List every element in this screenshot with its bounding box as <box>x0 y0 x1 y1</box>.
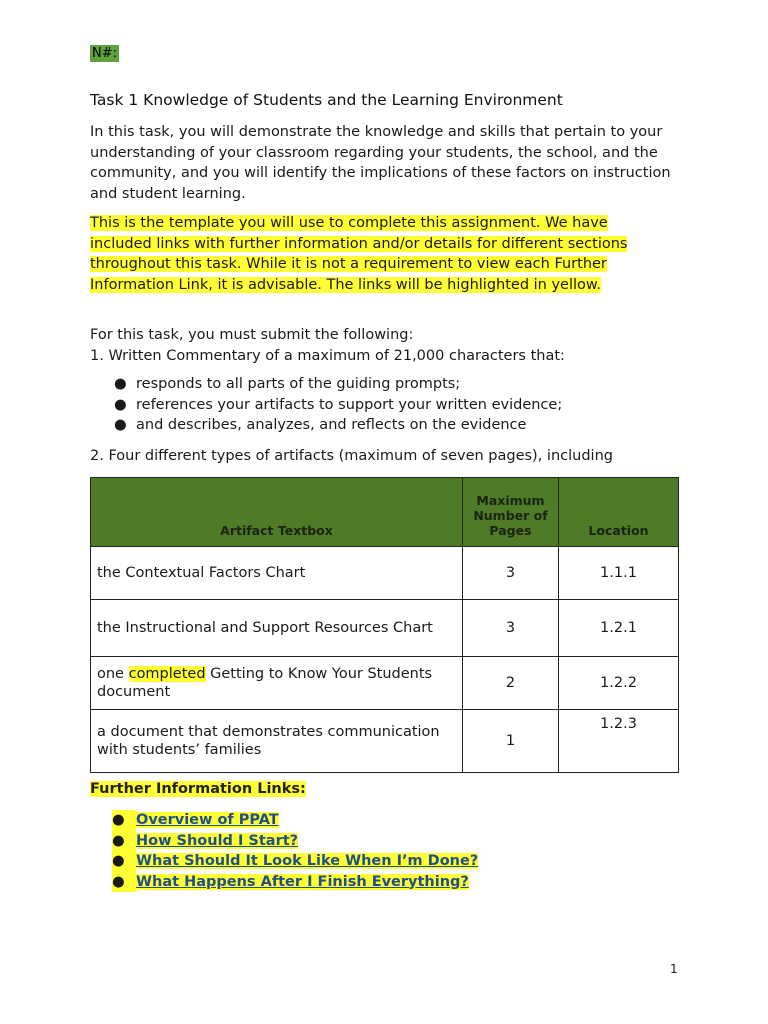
pages-cell: 2 <box>463 657 559 710</box>
bullet-icon: ● <box>114 396 127 413</box>
table-header-row <box>91 478 679 547</box>
notice-line-1: This is the template you will use to complete this assignment. We have <box>90 215 608 231</box>
notice-line-2: included links with further information and/or details for different sections <box>90 235 628 252</box>
header-artifact: Artifact Textbox <box>91 478 463 547</box>
bullet-icon: ● <box>112 851 136 872</box>
submit-line-1: For this task, you must submit the following: <box>90 327 414 343</box>
further-info-links <box>112 810 478 892</box>
header-max-pages: Maximum Number of Pages <box>463 478 559 547</box>
location-cell: 1.2.1 <box>559 600 679 657</box>
table-row <box>91 657 679 710</box>
artifact-cell: one completed Getting to Know Your Students document <box>91 657 463 710</box>
bullet-icon: ● <box>114 376 127 392</box>
list-item <box>112 831 478 852</box>
link-how-start[interactable]: How Should I Start? <box>136 832 299 849</box>
commentary-requirements <box>112 374 562 436</box>
link-overview-ppat[interactable]: Overview of PPAT <box>136 812 279 828</box>
list-item: ● references your artifacts to support your written evidence; <box>112 395 562 416</box>
location-cell: 1.2.2 <box>559 657 679 710</box>
artifact-cell: the Contextual Factors Chart <box>91 547 463 600</box>
notice-line-4: Information Link, it is advisable. The links will be highlighted in yellow. <box>90 276 602 293</box>
bullet-icon: ● <box>112 831 136 852</box>
link-after-finish[interactable]: What Happens After I Finish Everything? <box>136 873 469 890</box>
highlighted-word: completed <box>128 666 206 682</box>
further-info-title: Further Information Links: <box>90 781 306 797</box>
bullet-icon: ● <box>114 417 127 433</box>
list-item <box>112 810 478 831</box>
artifact-cell: a document that demonstrates communication with students’ families <box>91 710 463 773</box>
location-cell: 1.1.1 <box>559 547 679 600</box>
n-number-label: N#: <box>92 46 117 61</box>
pages-cell: 1 <box>463 710 559 773</box>
artifacts-table <box>90 477 679 773</box>
header-location: Location <box>559 478 679 547</box>
page-number: 1 <box>670 962 678 976</box>
page-title: Task 1 Knowledge of Students and the Learning Environment <box>90 91 563 109</box>
submit-instructions <box>90 325 690 366</box>
link-look-like-done[interactable]: What Should It Look Like When I’m Done? <box>136 853 479 869</box>
table-row <box>91 600 679 657</box>
table-row <box>91 710 679 773</box>
submit-line-2: 1. Written Commentary of a maximum of 21,000 characters that: <box>90 347 565 364</box>
location-cell: 1.2.3 <box>559 710 679 773</box>
bullet-icon: ● <box>112 872 136 893</box>
list-item: ● responds to all parts of the guiding prompts; <box>112 374 562 395</box>
table-row <box>91 547 679 600</box>
artifacts-line: 2. Four different types of artifacts (maximum of seven pages), including <box>90 448 613 464</box>
notice-line-3: throughout this task. While it is not a requirement to view each Further <box>90 256 607 272</box>
list-item <box>112 872 478 893</box>
artifact-cell: the Instructional and Support Resources Chart <box>91 600 463 657</box>
pages-cell: 3 <box>463 547 559 600</box>
pages-cell: 3 <box>463 600 559 657</box>
list-item: ● and describes, analyzes, and reflects on the evidence <box>112 415 562 436</box>
list-item <box>112 851 478 872</box>
template-notice <box>90 213 690 295</box>
intro-paragraph: In this task, you will demonstrate the knowledge and skills that pertain to your understanding of your classroom regarding your students, the school, and the community, and you will identify the implications of these factors on instruction and student learning. <box>90 124 671 202</box>
bullet-icon: ● <box>112 810 136 831</box>
